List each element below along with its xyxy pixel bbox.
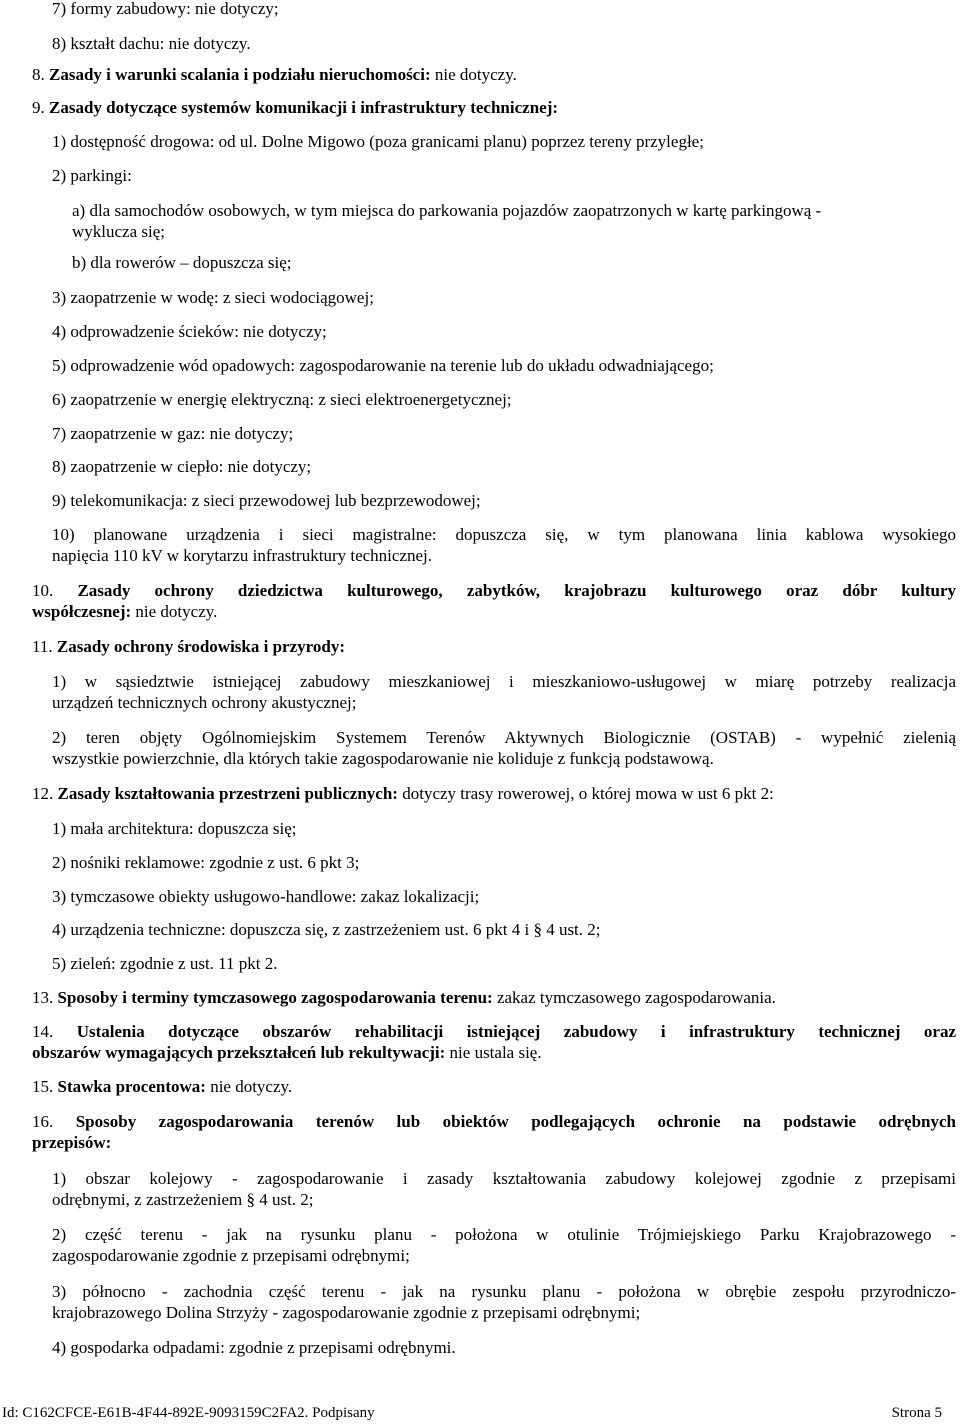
footer-page-number: Strona 5 — [891, 1405, 942, 1421]
text-line: b) dla rowerów – dopuszcza się; — [72, 253, 292, 272]
text-line: 2) nośniki reklamowe: zgodnie z ust. 6 pkt 3; — [52, 853, 360, 872]
section-heading-14 — [32, 1021, 956, 1043]
section-heading-10-cont — [32, 601, 217, 623]
section-title: Zasady kształtowania przestrzeni publicznych: — [57, 784, 398, 803]
text-line: 1) mała architektura: dopuszcza się; — [52, 819, 297, 838]
text-line: 10) planowane urządzenia i sieci magistralne: dopuszcza się, w tym planowana linia kablowa wysokiego — [52, 525, 956, 544]
text-line: 4) gospodarka odpadami: zgodnie z przepisami odrębnymi. — [52, 1338, 456, 1357]
text-line: wszystkie powierzchnie, dla których takie zagospodarowanie nie koliduje z funkcją podstawową. — [52, 749, 714, 768]
text-line: 3) zaopatrzenie w wodę: z sieci wodociągowej; — [52, 288, 374, 307]
text-line: 2) część terenu - jak na rysunku planu - położona w otulinie Trójmiejskiego Parku Krajobrazowego - — [52, 1225, 956, 1244]
section-number: 11. — [32, 637, 53, 656]
section-title: Stawka procentowa: — [57, 1077, 206, 1096]
section-value: zakaz tymczasowego zagospodarowania. — [492, 988, 776, 1007]
text-line: 5) odprowadzenie wód opadowych: zagospodarowanie na terenie lub do układu odwadniającego; — [52, 356, 714, 375]
text-line: 4) urządzenia techniczne: dopuszcza się, z zastrzeżeniem ust. 6 pkt 4 i § 4 ust. 2; — [52, 920, 601, 939]
text-line: a) dla samochodów osobowych, w tym miejsca do parkowania pojazdów zaopatrzonych w kartę parkingową - — [72, 201, 822, 220]
section-heading-9 — [32, 97, 558, 119]
text-line: 6) zaopatrzenie w energię elektryczną: z sieci elektroenergetycznej; — [52, 390, 512, 409]
section-title: Ustalenia dotyczące obszarów rehabilitacji istniejącej zabudowy i infrastruktury technicznej oraz — [76, 1022, 956, 1041]
text-line: urządzeń technicznych ochrony akustycznej; — [52, 693, 357, 712]
text-line: krajobrazowego Dolina Strzyży - zagospodarowanie zgodnie z przepisami odrębnymi; — [52, 1303, 641, 1322]
section-value: nie ustala się. — [445, 1043, 542, 1062]
section-number: 15. — [32, 1077, 54, 1096]
section-title: obszarów wymagających przekształceń lub rekultywacji: — [32, 1043, 446, 1062]
text-line: 1) w sąsiedztwie istniejącej zabudowy mieszkaniowej i mieszkaniowo-usługowej w miarę potrzeby realizacja — [52, 672, 956, 691]
section-number: 14. — [32, 1022, 54, 1041]
section-number: 13. — [32, 988, 54, 1007]
section-number: 16. — [32, 1112, 54, 1131]
text-line: 4) odprowadzenie ścieków: nie dotyczy; — [52, 322, 327, 341]
section-value: nie dotyczy. — [131, 602, 218, 621]
text-line: 5) zieleń: zgodnie z ust. 11 pkt 2. — [52, 954, 278, 973]
text-line: 7) zaopatrzenie w gaz: nie dotyczy; — [52, 424, 294, 443]
section-heading-12 — [32, 783, 774, 805]
section-number: 12. — [32, 784, 54, 803]
text-line: 1) obszar kolejowy - zagospodarowanie i zasady kształtowania zabudowy kolejowej zgodnie z przepisami — [52, 1169, 956, 1188]
section-heading-10 — [32, 580, 956, 602]
section-heading-8 — [32, 64, 517, 86]
section-title: Zasady ochrony środowiska i przyrody: — [56, 637, 345, 656]
text-line: wyklucza się; — [72, 222, 165, 241]
text-line: 2) parkingi: — [52, 166, 132, 185]
text-line: 3) północno - zachodnia część terenu - jak na rysunku planu - położona w obrębie zespołu przyrodniczo- — [52, 1282, 956, 1301]
section-title: Zasady i warunki scalania i podziału nieruchomości: — [49, 65, 431, 84]
section-value: nie dotyczy. — [205, 1077, 293, 1096]
text-line: zagospodarowanie zgodnie z przepisami odrębnymi; — [52, 1246, 410, 1265]
section-title: Zasady dotyczące systemów komunikacji i infrastruktury technicznej: — [49, 98, 559, 117]
text-line: odrębnymi, z zastrzeżeniem § 4 ust. 2; — [52, 1190, 314, 1209]
section-heading-14-cont — [32, 1042, 542, 1064]
section-heading-16-cont — [32, 1132, 111, 1154]
section-title: Sposoby zagospodarowania terenów lub obiektów podlegających ochronie na podstawie odrębnych — [75, 1112, 957, 1131]
section-number: 8. — [32, 65, 45, 84]
section-title: Sposoby i terminy tymczasowego zagospodarowania terenu: — [57, 988, 493, 1007]
text-line: 2) teren objęty Ogólnomiejskim Systemem Terenów Aktywnych Biologicznie (OSTAB) - wypełnić zielenią — [52, 728, 956, 747]
section-value: nie dotyczy. — [430, 65, 517, 84]
section-heading-16 — [32, 1111, 956, 1133]
text-line: 9) telekomunikacja: z sieci przewodowej lub bezprzewodowej; — [52, 491, 481, 510]
text-line: napięcia 110 kV w korytarzu infrastruktury technicznej. — [52, 546, 433, 565]
text-line: 3) tymczasowe obiekty usługowo-handlowe: zakaz lokalizacji; — [52, 887, 480, 906]
text-line: 7) formy zabudowy: nie dotyczy; — [52, 0, 279, 18]
text-line: 1) dostępność drogowa: od ul. Dolne Migowo (poza granicami planu) poprzez tereny przyległe; — [52, 132, 704, 151]
section-title: Zasady ochrony dziedzictwa kulturowego, zabytków, krajobrazu kulturowego oraz dóbr kultury — [77, 581, 957, 600]
section-heading-15 — [32, 1076, 292, 1098]
section-title: przepisów: — [32, 1133, 112, 1152]
section-number: 9. — [32, 98, 45, 117]
section-value: dotyczy trasy rowerowej, o której mowa w ust 6 pkt 2: — [397, 784, 774, 803]
text-line: 8) zaopatrzenie w ciepło: nie dotyczy; — [52, 457, 312, 476]
section-heading-11 — [32, 636, 345, 658]
text-line: 8) kształt dachu: nie dotyczy. — [52, 34, 251, 53]
footer-document-id: Id: C162CFCE-E61B-4F44-892E-9093159C2FA2. Podpisany — [2, 1405, 375, 1421]
section-title: współczesnej: — [32, 602, 132, 621]
section-heading-13 — [32, 987, 776, 1009]
section-number: 10. — [32, 581, 54, 600]
